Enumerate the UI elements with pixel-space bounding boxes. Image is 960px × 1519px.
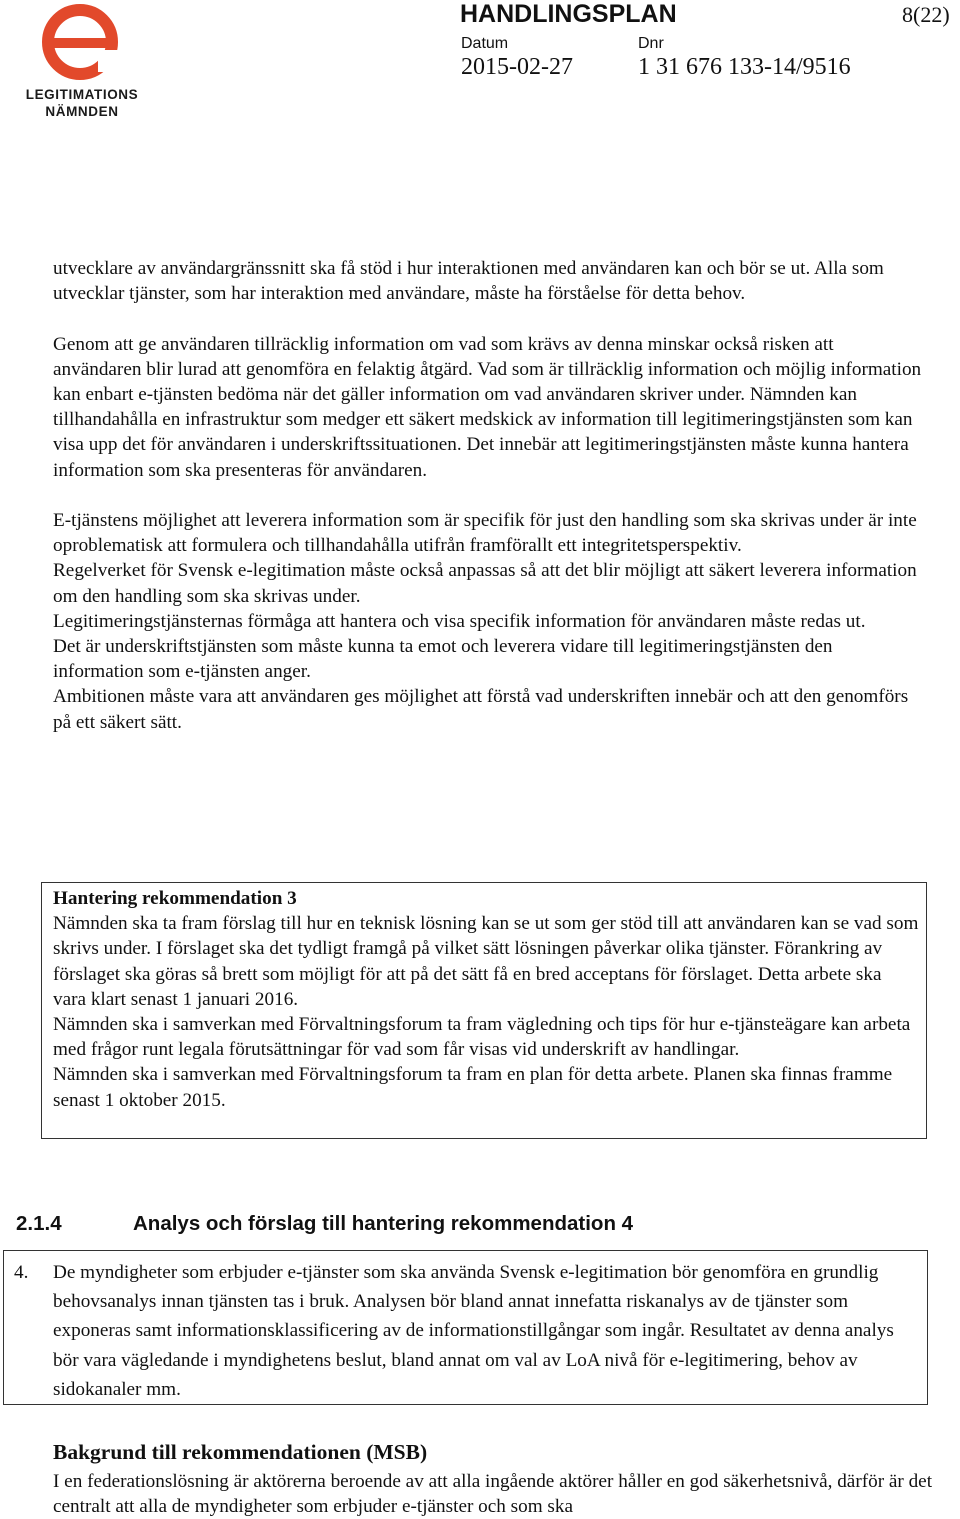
paragraph: Nämnden ska i samverkan med Förvaltningsforum ta fram en plan för detta arbete. Planen ska finnas framme senast 1 oktober 2015. [53, 1064, 893, 1111]
background-heading: Bakgrund till rekommendationen (MSB) [53, 1440, 428, 1464]
paragraph: Det är underskriftstjänsten som måste kunna ta emot och leverera vidare till legitimeringstjänsten den information som e-tjänsten anger. [53, 636, 833, 683]
background-text: I en federationslösning är aktörerna beroende av att alla ingående aktörer håller en god säkerhetsnivå, därför är det centralt att alla de myndigheter som erbjuder e-tjänster och som ska [53, 1471, 933, 1518]
paragraph: Ambitionen måste vara att användaren ges möjlighet att förstå vad underskriften innebär och att den genomförs på ett säkert sätt. [53, 686, 909, 733]
paragraph: Nämnden ska i samverkan med Förvaltningsforum ta fram vägledning och tips för hur e-tjänsteägare kan arbeta med frågor runt legala förutsättningar för vad som får visas vid underskrift av handlingar. [53, 1014, 911, 1061]
recommendation-3-box [41, 882, 927, 1139]
datum-label: Datum [461, 35, 509, 52]
box-heading: Hantering rekommendation 3 [53, 888, 297, 909]
datum-value: 2015-02-27 [461, 54, 573, 80]
dnr-value: 1 31 676 133-14/9516 [638, 54, 851, 80]
legitimationsnamnden-logo [14, 4, 150, 120]
paragraph: utvecklare av användargränssnitt ska få stöd i hur interaktionen med användaren kan och bör se ut. Alla som utvecklar tjänster, som har interaktion med användare, måste ha förståelse för detta behov. [53, 258, 884, 305]
recommendation-number: 4. [14, 1262, 29, 1283]
recommendation-text: De myndigheter som erbjuder e-tjänster som ska använda Svensk e-legitimation bör genomföra en grundlig behovsanalys innan tjänsten tas i bruk. Analysen bör bland annat innefatta riskanalys av de tjänster som exponeras samt informationsklassificering av de informationstillgångar som ingår. Resultatet av denna analys bör vara vägledande i myndighetens beslut, bland annat om val av LoA nivå för e-legitimering, behov av sidokanaler mm. [53, 1262, 894, 1400]
logo-text-line2: NÄMNDEN [45, 104, 119, 119]
logo-text-line1: LEGITIMATIONS [25, 87, 139, 102]
recommendation-4-box [3, 1250, 928, 1405]
document-title: HANDLINGSPLAN [460, 0, 677, 28]
paragraph: Legitimeringstjänsternas förmåga att hantera och visa specifik information för användaren måste redas ut. [53, 610, 866, 632]
paragraph: Nämnden ska ta fram förslag till hur en teknisk lösning kan se ut som ger stöd till att användaren kan se vad som skrivs under. I förslaget ska det tydligt framgå på vilket sätt lösningen påverkar olika tjänster. Förankring av förslaget ska göras så brett som möjligt för att på det sätt få en bred acceptans för förslaget. Detta arbete ska vara klart senast 1 januari 2016. [53, 913, 919, 1010]
section-title: Analys och förslag till hantering rekommendation 4 [133, 1212, 634, 1235]
page-number: 8(22) [902, 2, 950, 27]
logo-e-icon [14, 4, 150, 86]
section-number: 2.1.4 [16, 1212, 62, 1235]
paragraph: E-tjänstens möjlighet att leverera information som är specifik för just den handling som ska skrivas under är inte oproblematisk att formulera och tillhandahålla utifrån framförallt ett integritetsperspektiv. [53, 510, 917, 557]
paragraph: Regelverket för Svensk e-legitimation måste också anpassas så att det blir möjligt att säkert leverera information om den handling som ska skrivas under. [53, 560, 917, 607]
body-text-top [53, 256, 923, 735]
dnr-label: Dnr [638, 35, 664, 52]
paragraph: Genom att ge användaren tillräcklig information om vad som krävs av denna minskar också risken att användaren blir lurad att genomföra en felaktig åtgärd. Vad som är tillräcklig information och möjlig information kan enbart e-tjänsten bedöma när det gäller information om vad användaren skriver under. Nämnden kan tillhandahålla en infrastruktur som medger ett säkert medskick av information till legitimeringstjänsten som kan visa upp det för användaren i underskriftssituationen. Det innebär att legitimeringstjänsten måste kunna hantera information som ska presenteras för användaren. [53, 333, 922, 481]
